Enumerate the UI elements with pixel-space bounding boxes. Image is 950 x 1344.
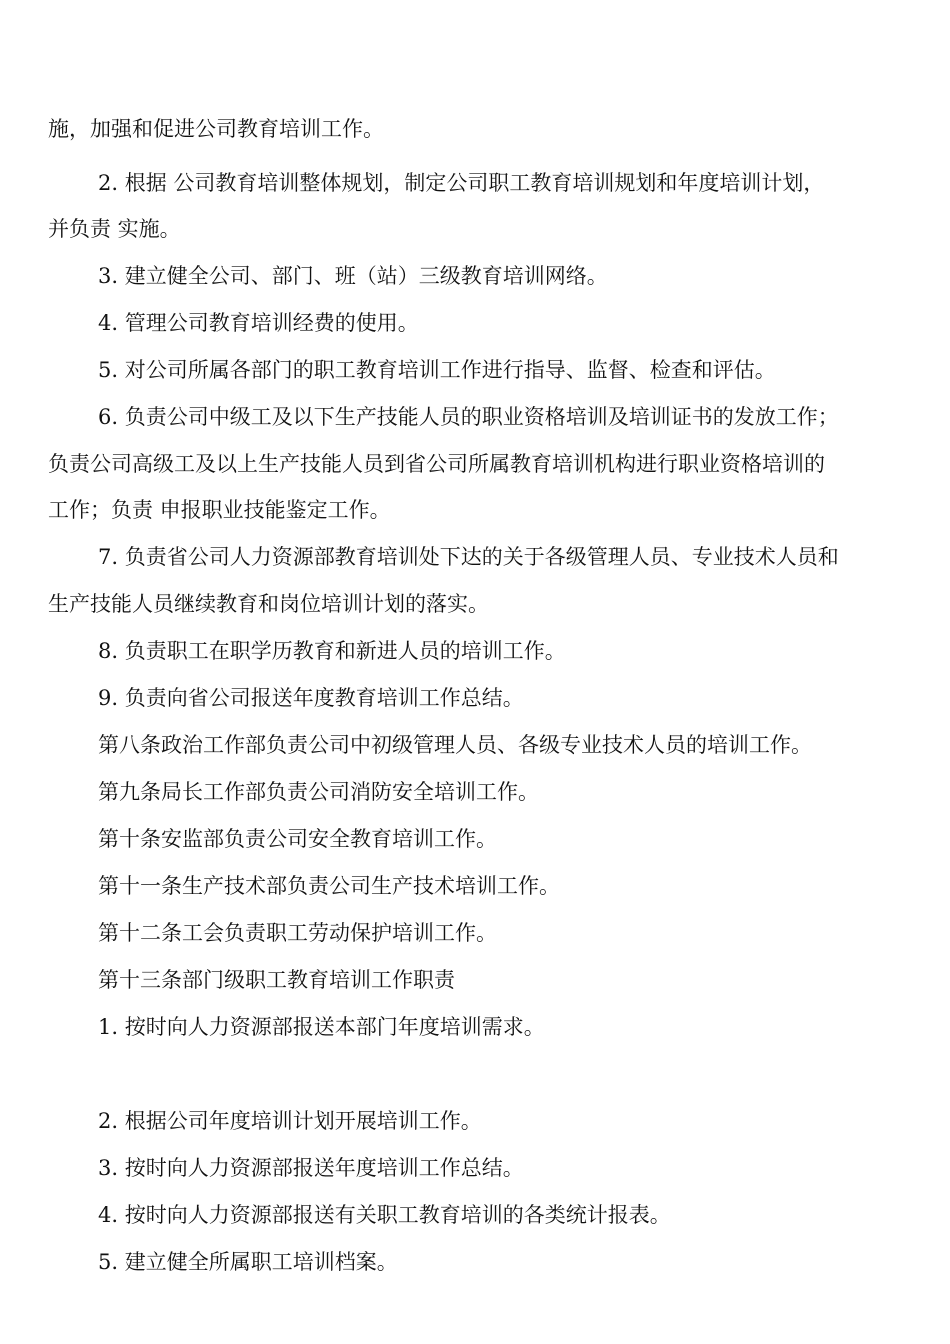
text-line: 施，加强和促进公司教育培训工作。 xyxy=(48,117,384,141)
text-line: 并负责 实施。 xyxy=(48,217,181,241)
text-line: 8. 负责职工在职学历教育和新进人员的培训工作。 xyxy=(98,639,566,663)
text-line: 第十二条工会负责职工劳动保护培训工作。 xyxy=(98,921,497,945)
text-line: 第十三条部门级职工教育培训工作职责 xyxy=(98,968,455,992)
text-line: 2. 根据公司年度培训计划开展培训工作。 xyxy=(98,1109,482,1133)
text-line: 第八条政治工作部负责公司中初级管理人员、各级专业技术人员的培训工作。 xyxy=(98,733,812,757)
text-line: 第十一条生产技术部负责公司生产技术培训工作。 xyxy=(98,874,560,898)
text-line: 3. 建立健全公司、部门、班（站）三级教育培训网络。 xyxy=(98,264,608,288)
text-line: 9. 负责向省公司报送年度教育培训工作总结。 xyxy=(98,686,524,710)
text-line: 生产技能人员继续教育和岗位培训计划的落实。 xyxy=(48,592,489,616)
text-line: 5. 对公司所属各部门的职工教育培训工作进行指导、监督、检查和评估。 xyxy=(98,358,776,382)
text-line: 工作；负责 申报职业技能鉴定工作。 xyxy=(48,498,391,522)
text-line: 2. 根据 公司教育培训整体规划，制定公司职工教育培训规划和年度培训计划， xyxy=(98,171,825,195)
text-line: 第十条安监部负责公司安全教育培训工作。 xyxy=(98,827,497,851)
text-line: 4. 按时向人力资源部报送有关职工教育培训的各类统计报表。 xyxy=(98,1203,671,1227)
text-line: 6. 负责公司中级工及以下生产技能人员的职业资格培训及培训证书的发放工作； xyxy=(98,405,839,429)
text-line: 负责公司高级工及以上生产技能人员到省公司所属教育培训机构进行职业资格培训的 xyxy=(48,452,825,476)
text-line: 4. 管理公司教育培训经费的使用。 xyxy=(98,311,419,335)
text-line: 5. 建立健全所属职工培训档案。 xyxy=(98,1250,398,1274)
text-line: 7. 负责省公司人力资源部教育培训处下达的关于各级管理人员、专业技术人员和 xyxy=(98,545,839,569)
text-line: 3. 按时向人力资源部报送年度培训工作总结。 xyxy=(98,1156,524,1180)
text-line: 第九条局长工作部负责公司消防安全培训工作。 xyxy=(98,780,539,804)
text-line: 1. 按时向人力资源部报送本部门年度培训需求。 xyxy=(98,1015,545,1039)
